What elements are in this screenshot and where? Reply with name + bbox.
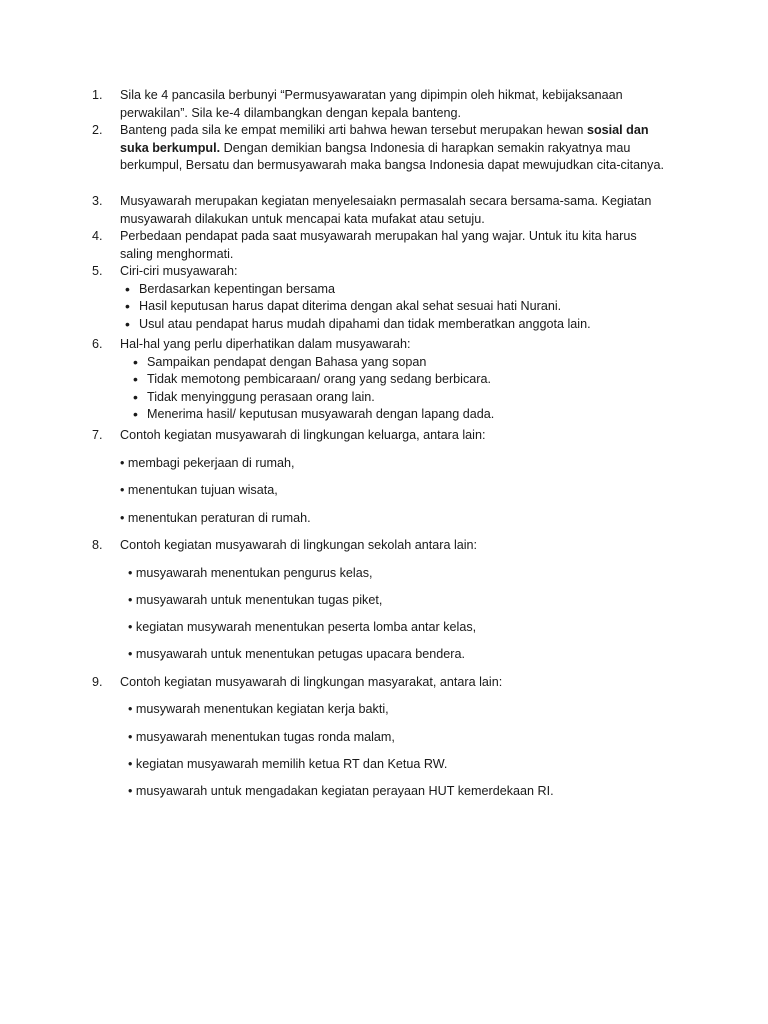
item-text: Contoh kegiatan musyawarah di lingkungan sekolah antara lain: xyxy=(120,538,478,552)
list-item-7 xyxy=(92,427,672,445)
list-item-9 xyxy=(92,674,672,692)
bullet-list xyxy=(133,354,672,424)
list-item-4 xyxy=(92,228,672,263)
item-line: perwakilan”. Sila ke-4 dilambangkan dengan kepala banteng. xyxy=(120,105,461,120)
item-number: 9. xyxy=(92,675,103,689)
sub-item: • kegiatan musywarah menentukan peserta lomba antar kelas, xyxy=(128,620,477,634)
sub-item: • musywarah menentukan kegiatan kerja bakti, xyxy=(128,702,389,716)
item-text-bold: sosial dan suka berkumpul. xyxy=(120,123,649,155)
bullet-item: • Usul atau pendapat harus mudah dipahami dan tidak memberatkan anggota lain. xyxy=(125,316,672,334)
bullet-item: • Tidak menyinggung perasaan orang lain. xyxy=(133,389,672,407)
sub-item: • musyawarah untuk mengadakan kegiatan perayaan HUT kemerdekaan RI. xyxy=(128,784,554,798)
bullet-item: • Tidak memotong pembicaraan/ orang yang sedang berbicara. xyxy=(133,371,672,389)
bullet-item: • Sampaikan pendapat dengan Bahasa yang sopan xyxy=(133,354,672,372)
item-number: 1. xyxy=(92,88,103,102)
item-text: Ciri-ciri musyawarah: xyxy=(120,264,238,278)
item-text-post: Dengan demikian bangsa Indonesia di harapkan semakin rakyatnya mau berkumpul, Bersatu dan bermusyawarah maka bangsa Indonesia dapat mewujudkan cita-citanya. xyxy=(120,140,664,172)
list-item-1 xyxy=(92,87,672,122)
item-number: 8. xyxy=(92,538,103,552)
item-text xyxy=(120,122,672,175)
sub-item: • musyawarah untuk menentukan tugas piket, xyxy=(128,593,383,607)
list-item-2 xyxy=(92,122,672,175)
bullet-list xyxy=(125,281,672,334)
sub-item: • musyawarah menentukan tugas ronda malam, xyxy=(128,730,395,744)
sub-item: • kegiatan musyawarah memilih ketua RT dan Ketua RW. xyxy=(128,757,448,771)
item-number: 5. xyxy=(92,264,103,278)
bullet-item: • Hasil keputusan harus dapat diterima dengan akal sehat sesuai hati Nurani. xyxy=(125,298,672,316)
sub-item: • musyawarah menentukan pengurus kelas, xyxy=(128,566,373,580)
item-number: 3. xyxy=(92,194,103,208)
sub-item: • menentukan peraturan di rumah. xyxy=(120,511,311,525)
item-text: Contoh kegiatan musyawarah di lingkungan keluarga, antara lain: xyxy=(120,428,486,442)
item-text: Perbedaan pendapat pada saat musyawarah merupakan hal yang wajar. Untuk itu kita harus saling menghormati. xyxy=(120,229,637,261)
list-item-6 xyxy=(92,336,672,424)
item-text-pre: Banteng pada sila ke empat memiliki arti bahwa hewan tersebut merupakan hewan xyxy=(120,123,587,137)
item-line: Sila ke 4 pancasila berbunyi “Permusyawaratan yang dipimpin oleh hikmat, kebijaksanaan xyxy=(120,88,623,102)
item-text: Musyawarah merupakan kegiatan menyelesaiakn permasalah secara bersama-sama. Kegiatan musyawarah dilakukan untuk mencapai kata mufakat atau setuju. xyxy=(120,194,652,226)
item-text: Contoh kegiatan musyawarah di lingkungan masyarakat, antara lain: xyxy=(120,675,503,689)
item-number: 4. xyxy=(92,229,103,243)
item-number: 7. xyxy=(92,428,103,442)
list-item-5 xyxy=(92,263,672,333)
list-item-8 xyxy=(92,537,672,555)
sub-item: • menentukan tujuan wisata, xyxy=(120,483,278,497)
item-number: 2. xyxy=(92,123,103,137)
item-number: 6. xyxy=(92,337,103,351)
sub-item: • musyawarah untuk menentukan petugas upacara bendera. xyxy=(128,647,465,661)
item-text xyxy=(120,87,672,122)
bullet-item: • Menerima hasil/ keputusan musyawarah dengan lapang dada. xyxy=(133,406,672,424)
sub-item: • membagi pekerjaan di rumah, xyxy=(120,456,295,470)
list-item-3 xyxy=(92,193,672,228)
item-text: Hal-hal yang perlu diperhatikan dalam musyawarah: xyxy=(120,337,411,351)
bullet-item: • Berdasarkan kepentingan bersama xyxy=(125,281,672,299)
